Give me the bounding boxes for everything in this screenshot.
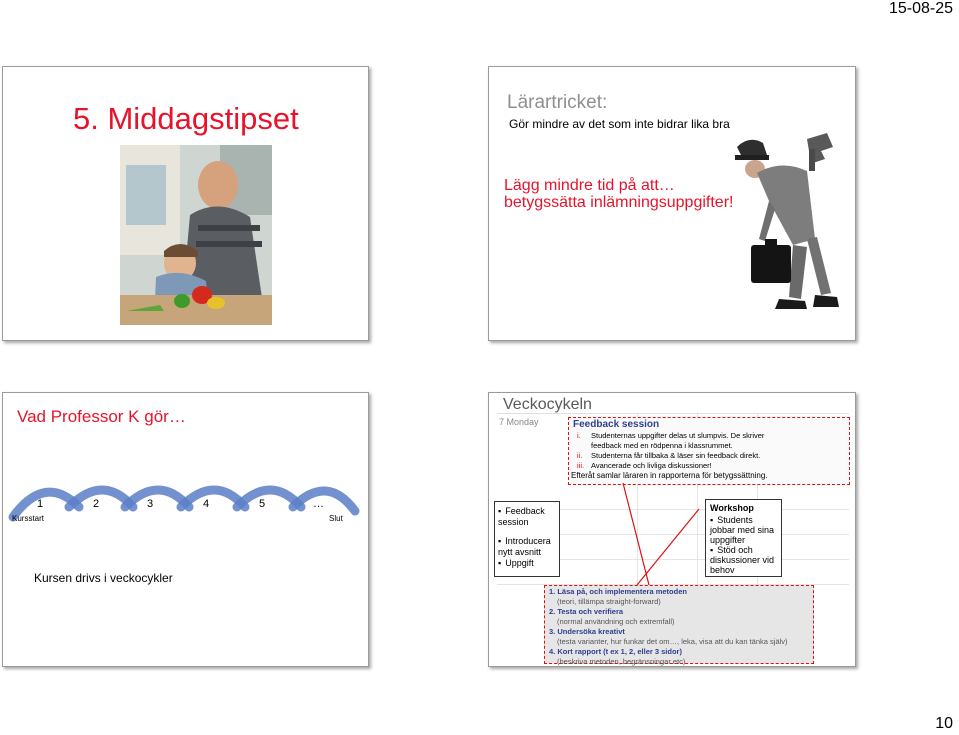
activity-item: ▪ Uppgift [498,558,556,569]
feedback-item: iii. Avancerade och livliga diskussioner! [577,461,712,470]
step-desc: (normal användning och extremfall) [557,617,675,626]
workshop-heading: Workshop [710,503,754,513]
activity-item: ▪ Introducera nytt avsnitt [498,536,556,558]
slide-vad-professor-k-gor [2,392,369,667]
step-desc: (teori, tillämpa straight-forward) [557,597,661,606]
step-title: 3. Undersöka kreativt [549,627,625,636]
assignment-steps-box [544,585,814,664]
step-desc: (testa varianter, hur funkar det om…, leka, visa att du kan tänka själv) [557,637,788,646]
feedback-footer: Efteråt samlar läraren in rapporterna för betygssättning. [571,471,768,480]
feedback-session-heading: Feedback session [573,419,660,430]
step-title: 1. Läsa på, och implementera metoden [549,587,687,596]
course-start-label: Kursstart [12,514,45,523]
slide-lararcicket [488,66,856,341]
week-number: 3 [147,498,154,510]
page-date: 15-08-25 [888,0,953,17]
week-number: 4 [203,498,210,510]
slide-title: Lärartricket: [507,92,608,113]
week-number: … [313,498,324,510]
workshop-item: ▪ Stöd och diskussioner vid behov [710,545,777,575]
slide-veckocykeln [488,392,856,667]
slide-subtitle: Gör mindre av det som inte bidrar lika bra [509,117,730,131]
calendar-day-label: 7 Monday [499,417,539,427]
course-end-label: Slut [329,514,343,523]
slide-title: 5. Middagstipset [73,101,299,136]
slide-middagstipset [2,66,369,341]
slide-title: Veckocykeln [503,396,592,413]
week-number: 1 [37,498,44,510]
highlight-line-1: Lägg mindre tid på att… [504,177,675,194]
step-title: 4. Kort rapport (t ex 1, 2, eller 3 sidor) [549,647,682,656]
slide-title: Vad Professor K gör… [17,407,186,426]
slide-caption: Kursen drivs i veckocykler [34,571,173,585]
week-number: 2 [93,498,100,510]
father-son-cooking-icon [120,145,272,325]
workshop-item: ▪ Students jobbar med sina uppgifter [710,515,777,545]
feedback-item: i. Studenternas uppgifter delas ut slumpvis. De skriver [577,431,765,440]
wind-up-man-photo [729,129,849,329]
feedback-item: ii. Studenterna får tillbaka & läser sin feedback direkt. [577,451,761,460]
activity-item: ▪ Feedback session [498,506,556,528]
week-number: 5 [259,498,266,510]
wind-up-businessman-icon [729,129,849,329]
step-title: 2. Testa och verifiera [549,607,624,616]
highlight-line-2: betygssätta inlämningsuppgifter! [504,194,734,211]
feedback-item: feedback med en rödpenna i klassrummet. [591,441,733,450]
kitchen-photo [120,145,272,325]
step-desc: (beskriva metoden, begränsningar etc) [557,657,686,666]
page-number: 10 [935,715,953,732]
